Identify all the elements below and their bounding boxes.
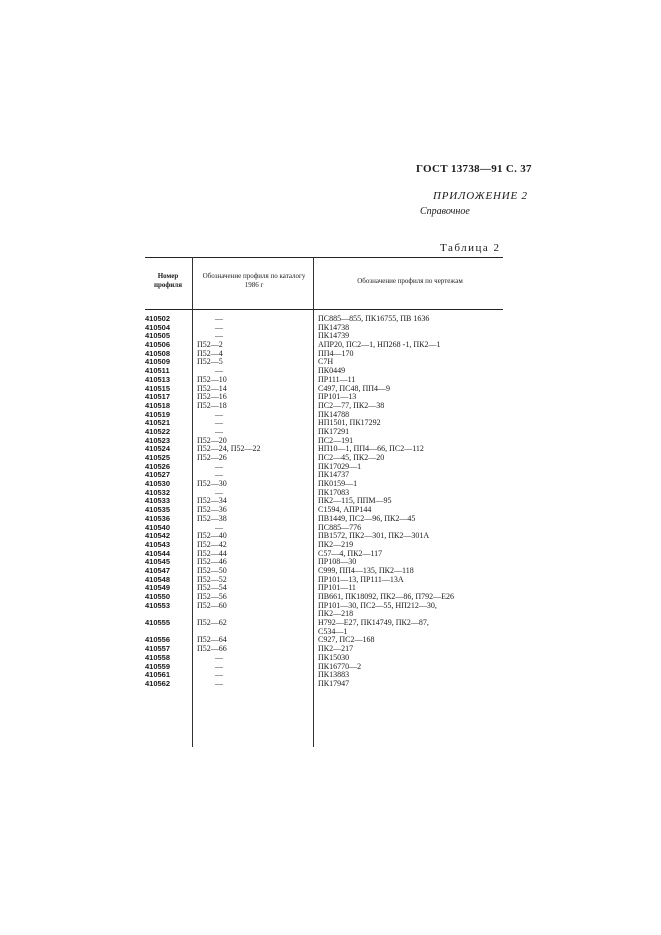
drawing-designation-cell: Н792—Е27, ПК14749, ПК2—87, С534—1 [318, 618, 429, 636]
profile-number-cell: 410505 [145, 331, 171, 341]
profile-number-cell: 410549 [145, 583, 171, 593]
drawing-designation-cell: С7Н [318, 357, 334, 367]
profile-number-cell: 410542 [145, 531, 171, 541]
catalog-designation-cell: П52—56 [197, 592, 227, 601]
column-header-drawing: Обозначение профиля по чертежам [357, 277, 463, 285]
catalog-designation-cell: П52—52 [197, 574, 227, 584]
drawing-designation-cell: НП1501, ПК17292 [318, 418, 381, 428]
drawing-designation-cell: ПС2—191 [318, 435, 354, 445]
profile-number-cell: 410509 [145, 357, 171, 367]
profile-number-cell: 410511 [145, 366, 170, 376]
catalog-designation-cell: — [215, 470, 223, 480]
catalog-designation-cell: П52—4 [197, 348, 223, 358]
catalog-designation-cell: — [215, 418, 223, 428]
catalog-designation-cell: П52—38 [197, 513, 227, 523]
catalog-designation-cell: П52—34 [197, 496, 227, 506]
catalog-designation-cell: — [215, 426, 223, 436]
catalog-designation-cell: — [215, 461, 223, 471]
catalog-designation-cell: П52—36 [197, 505, 227, 515]
profile-number-cell: 410545 [145, 557, 171, 567]
profile-number-cell: 410522 [145, 426, 171, 436]
catalog-designation-cell: П52—42 [197, 539, 227, 549]
drawing-designation-cell: ПК0449 [318, 366, 346, 376]
drawing-designation-cell: ПК17083 [318, 487, 350, 497]
profile-number-cell: 410557 [145, 644, 171, 654]
drawing-designation-cell: ПР111—11 [318, 374, 356, 384]
catalog-designation-cell: П52—26 [197, 453, 227, 462]
catalog-designation-cell: П52—64 [197, 635, 227, 645]
document-id: ГОСТ 13738—91 С. 37 [416, 163, 532, 175]
profile-number-cell: 410558 [145, 652, 171, 662]
profile-number-cell: 410502 [145, 314, 171, 323]
catalog-designation-cell: П52—10 [197, 374, 227, 384]
profile-number-cell: 410526 [145, 461, 171, 471]
drawing-designation-cell: ПС885—855, ПК16755, ПВ 1636 [318, 314, 430, 323]
drawing-designation-cell: ПВ1572, ПК2—301, ПК2—301А [318, 531, 430, 541]
catalog-designation-cell: — [215, 670, 223, 680]
profile-number-cell: 410523 [145, 435, 171, 445]
profile-number-cell: 410548 [145, 574, 171, 584]
drawing-designation-cell: ПК16770—2 [318, 661, 362, 671]
catalog-designation-cell: — [215, 678, 223, 688]
catalog-designation-cell: — [215, 409, 223, 419]
profile-number-cell: 410525 [145, 453, 171, 462]
drawing-designation-cell: ПК14739 [318, 331, 350, 341]
table-row [145, 680, 503, 689]
catalog-designation-cell: П52—54 [197, 583, 227, 593]
profile-number-cell: 410508 [145, 348, 171, 358]
catalog-designation-cell: П52—44 [197, 548, 227, 558]
profile-number-cell: 410515 [145, 383, 171, 393]
drawing-designation-cell: ПК17029—1 [318, 461, 362, 471]
drawing-designation-cell: ПК14788 [318, 409, 350, 419]
catalog-designation-cell: П52—40 [197, 531, 227, 541]
table-body [145, 315, 503, 689]
table-row [145, 619, 503, 636]
drawing-designation-cell: ПК2—115, ППМ—95 [318, 496, 392, 506]
drawing-designation-cell: ПР101—13 [318, 392, 357, 402]
catalog-designation-cell: П52—5 [197, 357, 223, 367]
column-header-number: Номер профиля [153, 272, 183, 289]
catalog-designation-cell: П52—18 [197, 400, 227, 410]
profile-number-cell: 410524 [145, 444, 171, 454]
profile-number-cell: 410532 [145, 487, 171, 497]
catalog-designation-cell: — [215, 661, 223, 671]
profile-number-cell: 410550 [145, 592, 171, 601]
catalog-designation-cell: — [215, 331, 223, 341]
catalog-designation-cell: П52—30 [197, 479, 227, 489]
profile-number-cell: 410559 [145, 661, 171, 671]
catalog-designation-cell: П52—66 [197, 644, 227, 654]
drawing-designation-cell: С927, ПС2—168 [318, 635, 375, 645]
table-row [145, 602, 503, 619]
table-caption: Таблица 2 [440, 242, 501, 254]
drawing-designation-cell: ПР101—30, ПС2—55, НП212—30, ПК2—218 [318, 600, 437, 619]
profile-number-cell: 410556 [145, 635, 171, 645]
catalog-designation-cell: П52—60 [197, 600, 227, 610]
profile-number-cell: 410535 [145, 505, 171, 515]
profile-number-cell: 410553 [145, 600, 171, 610]
profile-number-cell: 410536 [145, 513, 171, 523]
catalog-designation-cell: — [215, 314, 223, 323]
drawing-designation-cell: С1594, АПР144 [318, 505, 372, 515]
drawing-designation-cell: ПК17947 [318, 678, 350, 688]
drawing-designation-cell: ПР101—13, ПР111—13А [318, 574, 404, 584]
catalog-designation-cell: П52—2 [197, 340, 223, 350]
catalog-designation-cell: — [215, 487, 223, 497]
catalog-designation-cell: — [215, 652, 223, 662]
profile-number-cell: 410540 [145, 522, 171, 532]
drawing-designation-cell: АПР20, ПС2—1, НП268 -1, ПК2—1 [318, 340, 441, 350]
profile-number-cell: 410555 [145, 618, 171, 628]
drawing-designation-cell: ПК0159—1 [318, 479, 358, 489]
drawing-designation-cell: ПВ1449, ПС2—96, ПК2—45 [318, 513, 416, 523]
catalog-designation-cell: П52—50 [197, 565, 227, 575]
profile-number-cell: 410547 [145, 565, 171, 575]
catalog-designation-cell: П52—24, П52—22 [197, 444, 261, 454]
profile-number-cell: 410533 [145, 496, 171, 506]
drawing-designation-cell: С497, ПС48, ПП4—9 [318, 383, 391, 393]
drawing-designation-cell: ПС2—77, ПК2—38 [318, 400, 385, 410]
profile-number-cell: 410519 [145, 409, 171, 419]
drawing-designation-cell: С57—4, ПК2—117 [318, 548, 383, 558]
profile-table [145, 257, 503, 747]
column-header-catalog: Обозначение профиля по каталогу 1986 г [202, 272, 306, 289]
drawing-designation-cell: С999, ПП4—135, ПК2—118 [318, 565, 414, 575]
catalog-designation-cell: П52—46 [197, 557, 227, 567]
profile-number-cell: 410527 [145, 470, 171, 480]
appendix-title: ПРИЛОЖЕНИЕ 2 [433, 190, 528, 202]
drawing-designation-cell: ПР101—11 [318, 583, 356, 593]
drawing-designation-cell: ПК2—219 [318, 539, 354, 549]
drawing-designation-cell: НП10—1, ПП4—66, ПС2—112 [318, 444, 424, 454]
profile-number-cell: 410521 [145, 418, 171, 428]
catalog-designation-cell: — [215, 322, 223, 332]
profile-number-cell: 410562 [145, 678, 171, 688]
catalog-designation-cell: — [215, 366, 223, 376]
drawing-designation-cell: ПВ661, ПК18092, ПК2—86, П792—Е26 [318, 592, 455, 601]
profile-number-cell: 410506 [145, 340, 171, 350]
table-top-rule [145, 257, 503, 258]
profile-number-cell: 410518 [145, 400, 171, 410]
appendix-subtitle: Справочное [420, 206, 470, 217]
drawing-designation-cell: ПК15030 [318, 652, 350, 662]
drawing-designation-cell: ПК17291 [318, 426, 350, 436]
catalog-designation-cell: — [215, 522, 223, 532]
profile-number-cell: 410543 [145, 539, 171, 549]
profile-number-cell: 410530 [145, 479, 171, 489]
catalog-designation-cell: П52—14 [197, 383, 227, 393]
profile-number-cell: 410561 [145, 670, 171, 680]
drawing-designation-cell: ПК14738 [318, 322, 350, 332]
profile-number-cell: 410517 [145, 392, 171, 402]
header-bottom-rule [145, 309, 503, 310]
drawing-designation-cell: ПС885—776 [318, 522, 362, 532]
profile-number-cell: 410513 [145, 374, 171, 384]
profile-number-cell: 410544 [145, 548, 171, 558]
profile-number-cell: 410504 [145, 322, 171, 332]
catalog-designation-cell: П52—20 [197, 435, 227, 445]
drawing-designation-cell: ПС2—45, ПК2—20 [318, 453, 385, 462]
catalog-designation-cell: П52—62 [197, 618, 227, 628]
catalog-designation-cell: П52—16 [197, 392, 227, 402]
drawing-designation-cell: ПК13883 [318, 670, 350, 680]
drawing-designation-cell: ПР108—30 [318, 557, 357, 567]
drawing-designation-cell: ПК14737 [318, 470, 350, 480]
drawing-designation-cell: ПК2—217 [318, 644, 354, 654]
drawing-designation-cell: ПП4—170 [318, 348, 354, 358]
